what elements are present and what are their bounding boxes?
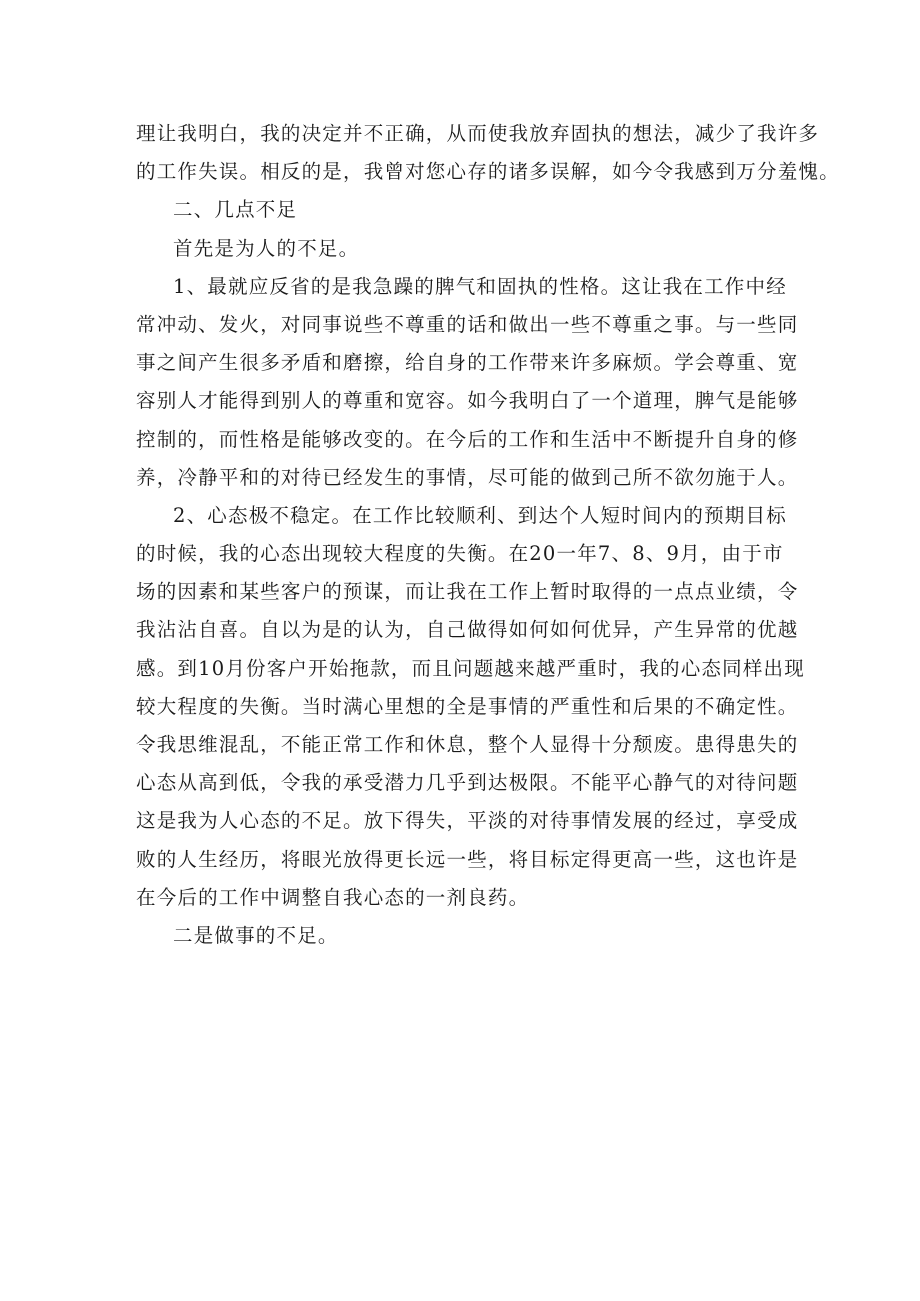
text-line: 事之间产生很多矛盾和磨擦，给自身的工作带来许多麻烦。学会尊重、宽	[136, 351, 799, 375]
text-line: 1、最就应反省的是我急躁的脾气和固执的性格。这让我在工作中经	[173, 274, 787, 298]
text-line: 场的因素和某些客户的预谋，而让我在工作上暂时取得的一点点业绩，令	[136, 580, 799, 604]
text-line: 理让我明白，我的决定并不正确，从而使我放弃固执的想法，减少了我许多	[136, 122, 820, 145]
text-line: 心态从高到低，令我的承受潜力几乎到达极限。不能平心静气的对待问题	[136, 771, 799, 795]
text-line: 容别人才能得到别人的尊重和宽容。如今我明白了一个道理，脾气是能够	[136, 389, 799, 413]
text-line: 的时候，我的心态出现较大程度的失衡。在20一年7、8、9月，由于市	[136, 542, 784, 566]
text-line: 令我思维混乱，不能正常工作和休息，整个人显得十分颓废。患得患失的	[136, 733, 799, 756]
text-line: 我沾沾自喜。自以为是的认为，自己做得如何如何优异，产生异常的优越	[136, 618, 799, 642]
document-body	[136, 115, 840, 955]
subsection-heading: 首先是为人的不足。	[173, 236, 360, 260]
text-line: 的工作失误。相反的是，我曾对您心存的诸多误解，如今令我感到万分羞愧。	[136, 160, 840, 184]
text-line: 这是我为人心态的不足。放下得失，平淡的对待事情发展的经过，享受成	[136, 809, 799, 833]
text-line: 较大程度的失衡。当时满心里想的全是事情的严重性和后果的不确定性。	[136, 694, 799, 718]
text-line: 感。到10月份客户开始拖款，而且问题越来越严重时，我的心态同样出现	[136, 656, 805, 680]
text-line: 败的人生经历，将眼光放得更长远一些，将目标定得更高一些，这也许是	[136, 847, 799, 871]
text-line: 常冲动、发火，对同事说些不尊重的话和做出一些不尊重之事。与一些同	[136, 312, 799, 336]
text-line: 养，冷静平和的对待已经发生的事情，尽可能的做到己所不欲勿施于人。	[136, 465, 799, 489]
text-line: 在今后的工作中调整自我心态的一剂良药。	[136, 885, 530, 909]
text-line: 控制的，而性格是能够改变的。在今后的工作和生活中不断提升自身的修	[136, 427, 799, 451]
subsection-heading: 二是做事的不足。	[173, 923, 339, 947]
text-line: 2、心态极不稳定。在工作比较顺利、到达个人短时间内的预期目标	[173, 503, 787, 527]
section-heading: 二、几点不足	[173, 198, 298, 222]
